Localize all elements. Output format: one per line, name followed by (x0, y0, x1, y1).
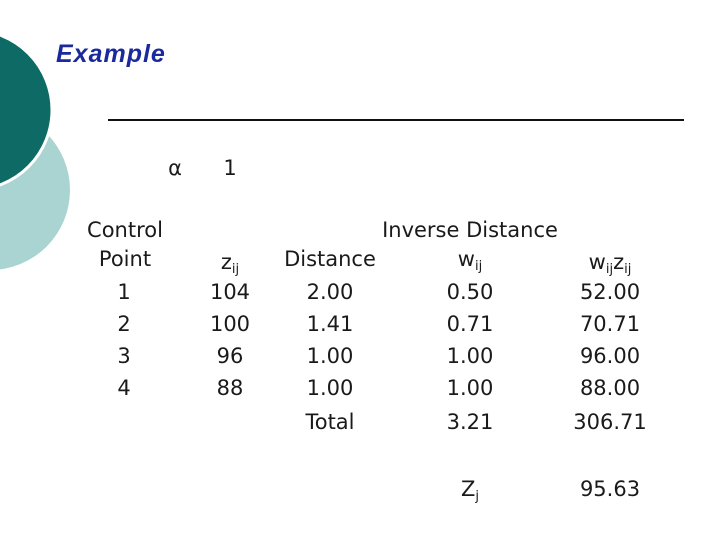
table-cell-distance: 1.00 (306, 376, 354, 400)
header-wz: $w_{ij}z_{ij}$ (588, 250, 632, 277)
table-cell-point: 4 (117, 376, 131, 400)
table-cell-z: 88 (216, 376, 244, 400)
table-cell-distance: 1.00 (306, 344, 354, 368)
table-cell-wz: 96.00 (579, 344, 641, 368)
table-cell-wz: 88.00 (579, 376, 641, 400)
table-cell-w: 0.50 (446, 280, 494, 304)
table-cell-w: 1.00 (446, 376, 494, 400)
table-cell-point: 1 (117, 280, 131, 304)
slide-title: Example (56, 40, 166, 68)
header-control-point-line2: Point (98, 247, 152, 271)
table-cell-distance: 2.00 (306, 280, 354, 304)
table-cell-wz: 70.71 (579, 312, 641, 336)
table-cell-distance: 1.41 (306, 312, 354, 336)
table-cell-w: 1.00 (446, 344, 494, 368)
header-z: $z_{ij}$ (220, 250, 240, 277)
result-value: 95.63 (579, 477, 641, 501)
title-divider (108, 119, 684, 121)
header-w: $w_{ij}$ (457, 247, 483, 274)
header-control-point-line1: Control (87, 218, 163, 242)
total-wz: 306.71 (573, 410, 647, 434)
total-label: Total (305, 410, 355, 434)
table-cell-w: 0.71 (446, 312, 494, 336)
table-cell-wz: 52.00 (579, 280, 641, 304)
total-w: 3.21 (446, 410, 494, 434)
table-cell-z: 96 (216, 344, 244, 368)
table-cell-point: 2 (117, 312, 131, 336)
header-inverse-distance: Inverse Distance (382, 218, 558, 242)
result-label: $Z_j$ (460, 477, 479, 504)
alpha-symbol: α (168, 156, 182, 180)
table-cell-point: 3 (117, 344, 131, 368)
header-distance: Distance (284, 247, 376, 271)
table-cell-z: 100 (209, 312, 251, 336)
table-cell-z: 104 (209, 280, 251, 304)
alpha-value: 1 (223, 156, 237, 180)
